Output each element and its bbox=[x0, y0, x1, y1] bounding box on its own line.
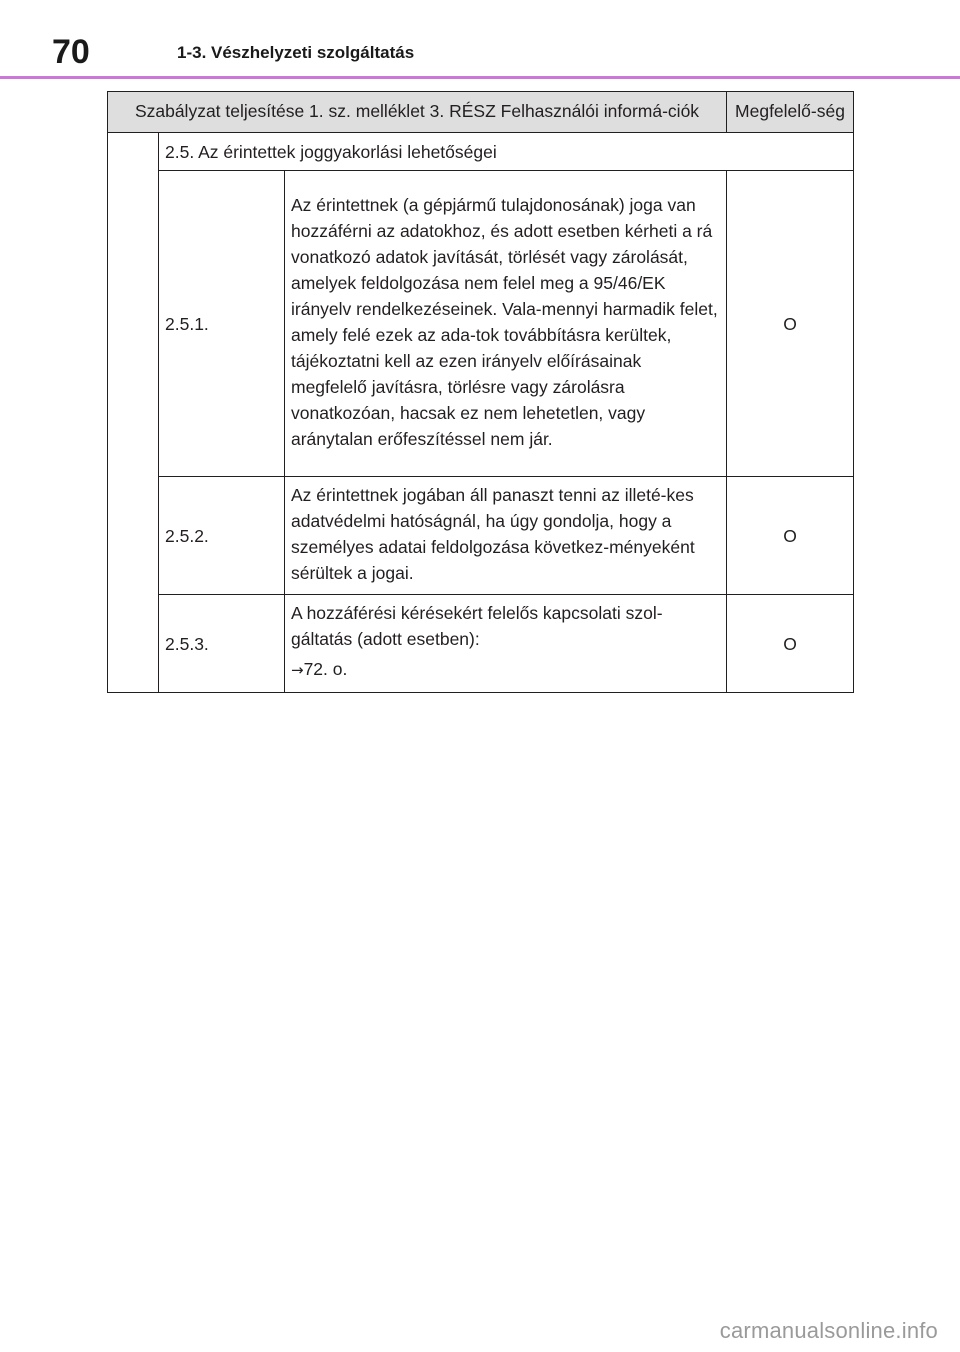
section-title: 1-3. Vészhelyzeti szolgáltatás bbox=[177, 43, 415, 62]
section-heading: 2.5. Az érintettek joggyakorlási lehetőségei bbox=[159, 133, 854, 171]
row-text: A hozzáférési kérésekért felelős kapcsolati szol-gáltatás (adott esetben): →72. o. bbox=[285, 595, 727, 693]
header-rule bbox=[0, 76, 960, 79]
header-requirement: Szabályzat teljesítése 1. sz. melléklet 3. RÉSZ Felhasználói informá-ciók bbox=[108, 92, 727, 133]
indent-cell bbox=[108, 133, 159, 693]
table-row bbox=[108, 171, 854, 477]
row-compliance: O bbox=[727, 477, 854, 595]
row-compliance: O bbox=[727, 595, 854, 693]
row-text: Az érintettnek (a gépjármű tulajdonosának) joga van hozzáférni az adatokhoz, és adott esetben kérheti a rá vonatkozó adatok javítását, törlését vagy zárolását, amelyek feldolgozása nem felel meg a 95/46/EK irányelv rendelkezéseinek. Vala-mennyi harmadik felet, amely felé ezek az ada-tok továbbításra kerültek, tájékoztatni kell az ezen irányelv előírásainak megfelelő javításra, törlésre vagy zárolásra vonatkozóan, hacsak ez nem lehetetlen, vagy aránytalan erőfeszítéssel nem jár. bbox=[285, 171, 727, 477]
regulation-table bbox=[107, 91, 854, 693]
row-id: 2.5.3. bbox=[159, 595, 285, 693]
table-header-row bbox=[108, 92, 854, 133]
arrow-right-icon: → bbox=[291, 661, 304, 679]
row-compliance: O bbox=[727, 171, 854, 477]
table-row bbox=[108, 595, 854, 693]
page-reference bbox=[291, 656, 720, 683]
row-text: Az érintettnek jogában áll panaszt tenni az illeté-kes adatvédelmi hatóságnál, ha úgy gondolja, hogy a személyes adatai feldolgozása következ-ményeként sérültek a jogai. bbox=[285, 477, 727, 595]
page-header bbox=[0, 0, 960, 78]
section-heading-row bbox=[108, 133, 854, 171]
page-reference-text: 72. o. bbox=[303, 659, 348, 679]
page-number: 70 bbox=[52, 33, 90, 71]
header-compliance: Megfelelő-ség bbox=[727, 92, 854, 133]
row-id: 2.5.2. bbox=[159, 477, 285, 595]
table-row bbox=[108, 477, 854, 595]
watermark: carmanualsonline.info bbox=[719, 1318, 938, 1343]
row-id: 2.5.1. bbox=[159, 171, 285, 477]
